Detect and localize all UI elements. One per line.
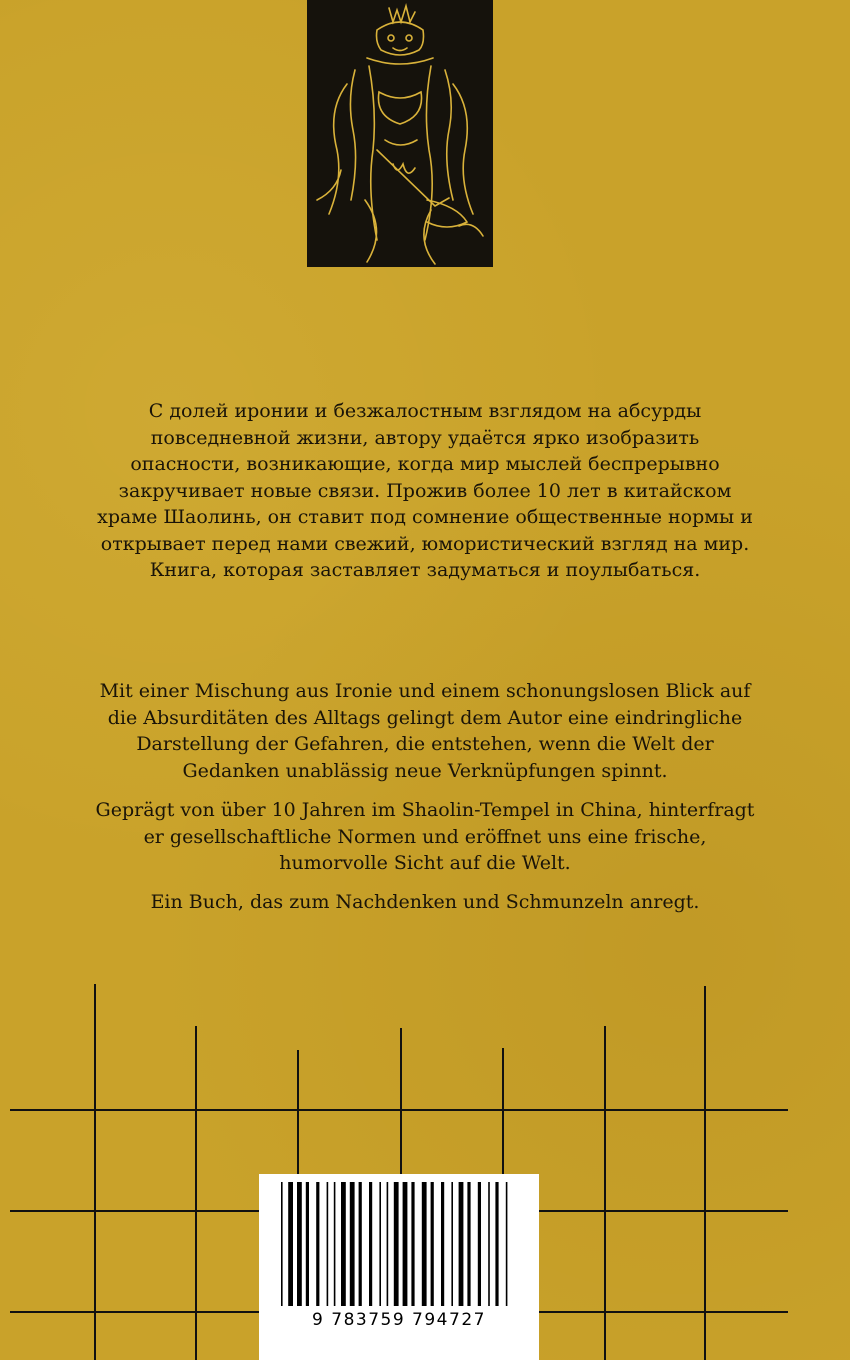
description-german-text-2: Geprägt von über 10 Jahren im Shaolin-Tempel in China, hinterfragt er gesellschaftliche Normen und eröffnet uns eine frische, humorvolle Sicht auf die Welt.: [95, 799, 755, 874]
description-german-paragraph-2: [95, 797, 755, 877]
description-russian-text: С долей иронии и безжалостным взглядом на абсурды повседневной жизни, автору удаётся ярко изобразить опасности, возникающие, когда мир мыслей беспрерывно закручивает новые связи. Прожив более 10 лет в китайском храме Шаолинь, он ставит под сомнение общественные нормы и открывает перед нами свежий, юмористический взгляд на мир. Книга, которая заставляет задуматься и поулыбаться.: [97, 400, 753, 581]
guardian-deity-illustration-icon: [307, 0, 493, 267]
barcode: [259, 1174, 539, 1360]
description-german-paragraph-3: [95, 889, 755, 916]
description-german-paragraph-1: [95, 678, 755, 784]
description-russian: [95, 398, 755, 584]
isbn-number: 9 783759 794727: [312, 1310, 486, 1330]
description-german-text-1: Mit einer Mischung aus Ironie und einem schonungslosen Blick auf die Absurditäten des Alltags gelingt dem Autor eine eindringliche Darstellung der Gefahren, die entstehen, wenn die Welt der Gedanken unablässig neue Verknüpfungen spinnt.: [99, 680, 751, 782]
cover-artwork: [307, 0, 493, 267]
barcode-bars: [277, 1182, 521, 1310]
description-german-text-3: Ein Buch, das zum Nachdenken und Schmunzeln anregt.: [150, 891, 700, 913]
